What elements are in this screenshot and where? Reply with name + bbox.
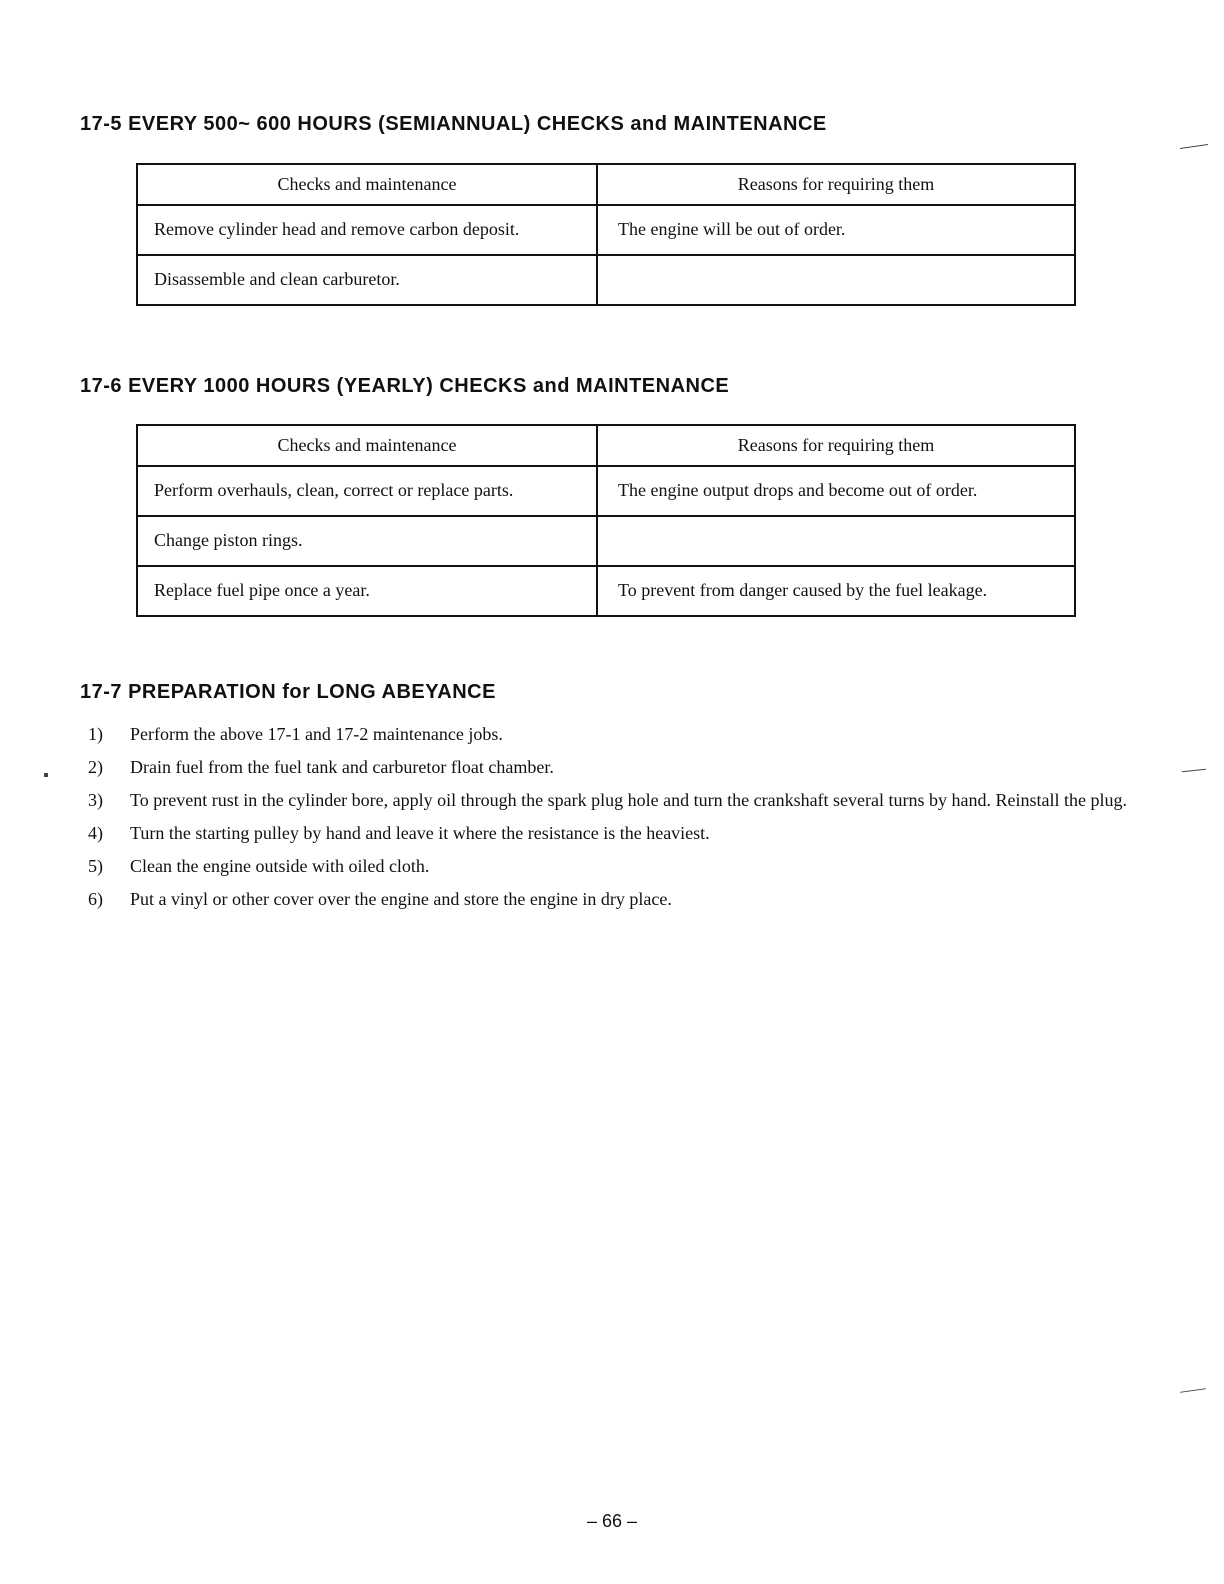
table-row xyxy=(137,205,1075,255)
reason-cell: The engine output drops and become out of order. xyxy=(597,466,1075,516)
header-reasons: Reasons for requiring them xyxy=(597,425,1075,466)
table-row xyxy=(137,516,1075,566)
table-row xyxy=(137,255,1075,305)
step-text: Drain fuel from the fuel tank and carburetor float chamber. xyxy=(130,757,554,777)
table-row xyxy=(137,466,1075,516)
step-text: Clean the engine outside with oiled cloth. xyxy=(130,856,430,876)
section-heading-17-6: 17-6 EVERY 1000 HOURS (YEARLY) CHECKS and MAINTENANCE xyxy=(80,375,730,397)
reason-cell: To prevent from danger caused by the fuel leakage. xyxy=(597,566,1075,616)
check-cell: Change piston rings. xyxy=(137,516,597,566)
list-item xyxy=(88,883,1128,915)
list-item xyxy=(88,817,1128,849)
semiannual-maintenance-table xyxy=(136,163,1076,306)
header-checks: Checks and maintenance xyxy=(137,164,597,205)
check-cell: Perform overhauls, clean, correct or replace parts. xyxy=(137,466,597,516)
section-heading-17-7: 17-7 PREPARATION for LONG ABEYANCE xyxy=(80,681,496,703)
yearly-maintenance-table xyxy=(136,424,1076,617)
header-reasons: Reasons for requiring them xyxy=(597,164,1075,205)
step-number: 6) xyxy=(88,889,103,909)
reason-cell: The engine will be out of order. xyxy=(597,205,1075,255)
step-text: Turn the starting pulley by hand and leave it where the resistance is the heaviest. xyxy=(130,823,710,843)
scan-mark xyxy=(1180,144,1208,149)
list-item xyxy=(88,751,1128,783)
step-number: 2) xyxy=(88,757,103,777)
step-text: Perform the above 17-1 and 17-2 maintenance jobs. xyxy=(130,724,503,744)
scan-mark xyxy=(1180,1388,1206,1393)
step-number: 5) xyxy=(88,856,103,876)
scan-mark xyxy=(44,773,48,777)
reason-cell xyxy=(597,516,1075,566)
table-row xyxy=(137,566,1075,616)
step-text: Put a vinyl or other cover over the engine and store the engine in dry place. xyxy=(130,889,672,909)
check-cell: Remove cylinder head and remove carbon deposit. xyxy=(137,205,597,255)
table-header-row xyxy=(137,425,1075,466)
list-item xyxy=(88,718,1128,750)
reason-cell xyxy=(597,255,1075,305)
section-heading-17-5: 17-5 EVERY 500~ 600 HOURS (SEMIANNUAL) CHECKS and MAINTENANCE xyxy=(80,113,827,135)
step-text: To prevent rust in the cylinder bore, apply oil through the spark plug hole and turn the crankshaft several turns by hand. Reinstall the plug. xyxy=(130,790,1127,810)
check-cell: Disassemble and clean carburetor. xyxy=(137,255,597,305)
table-header-row xyxy=(137,164,1075,205)
header-checks: Checks and maintenance xyxy=(137,425,597,466)
step-number: 4) xyxy=(88,823,103,843)
list-item xyxy=(88,850,1128,882)
list-item xyxy=(88,784,1128,816)
scan-mark xyxy=(1182,769,1206,773)
abeyance-steps-list xyxy=(88,718,1128,916)
page-number: – 66 – xyxy=(586,1511,638,1531)
step-number: 1) xyxy=(88,724,103,744)
step-number: 3) xyxy=(88,790,103,810)
check-cell: Replace fuel pipe once a year. xyxy=(137,566,597,616)
